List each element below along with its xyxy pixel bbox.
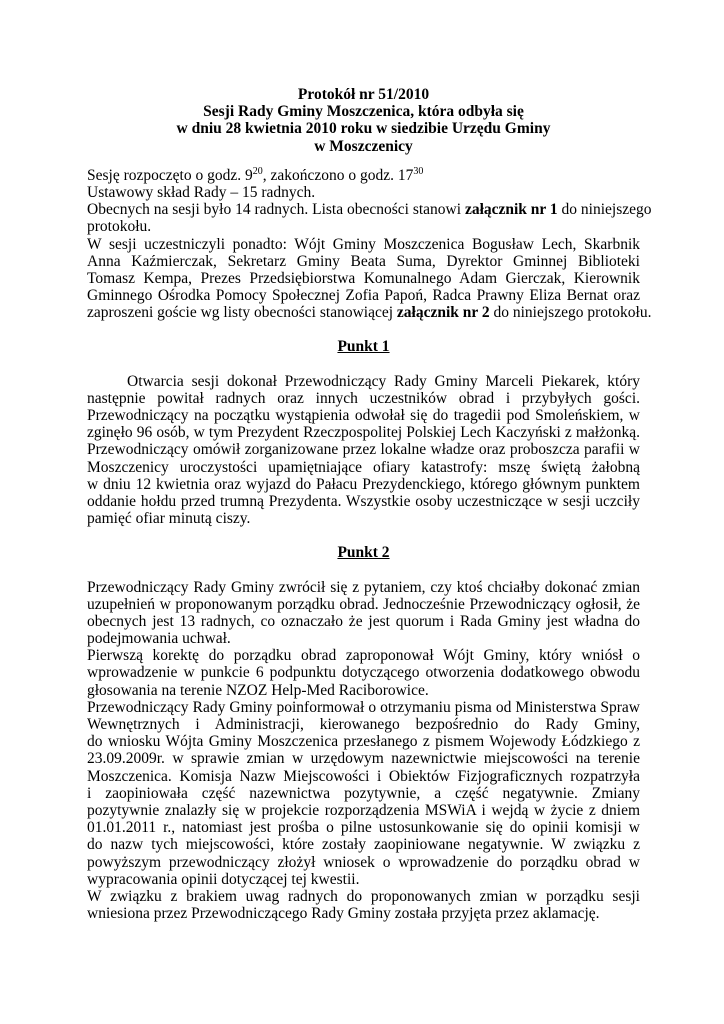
punkt-2-paragraphs [87, 579, 640, 923]
attendees-line-4: Gminnego Ośrodka Pomocy Społecznej Zofia Papoń, Radca Prawny Eliza Bernat oraz [87, 287, 640, 305]
title-line-1: Protokół nr 51/2010 [297, 86, 430, 103]
punkt-2-line: i zaopiniowała część nazewnictwa pozytywnie, a część negatywnie. Zmiany [87, 784, 640, 802]
session-times [87, 167, 640, 184]
document-title [87, 86, 640, 155]
end-time-minutes: 30 [413, 165, 424, 177]
attendees-text: zaproszeni goście wg listy obecności stanowiącej [87, 304, 397, 322]
punkt-2-line: do nazw tych miejscowości, które zostały zaopiniowane negatywnie. W związku z [87, 836, 640, 854]
punkt-2-line: Pierwszą korektę do porządku obrad zaproponował Wójt Gminy, który wniósł o [87, 647, 640, 665]
punkt-2-line: Wewnętrznych i Administracji, kierowanego bezpośrednio do Rady Gminy, [87, 716, 640, 733]
attendance-line-cont: protokołu. [87, 218, 152, 236]
punkt-1-line: pamięć ofiar minutą ciszy. [87, 510, 251, 528]
end-time-text: , zakończono o godz. 17 [262, 166, 414, 184]
document-body [87, 86, 652, 923]
attendance-text-end: do niniejszego [557, 201, 652, 219]
punkt-1-line: zginęło 96 osób, w tym Prezydent Rzeczpospolitej Polskiej Lech Kaczyński z małżonką. [87, 424, 640, 442]
punkt-2-line: Moszczenica. Komisja Nazw Miejscowości i Obiektów Fizjograficznych rozpatrzyła [87, 767, 640, 785]
section-heading-punkt-1: Punkt 1 [337, 338, 390, 356]
title-line-2: Sesji Rady Gminy Moszczenica, która odbyła się [203, 103, 524, 121]
attendees-line-1: W sesji uczestniczyli ponadto: Wójt Gminy Moszczenica Bogusław Lech, Skarbnik [87, 235, 640, 253]
attendees-line-5 [87, 304, 652, 322]
section-heading-punkt-2: Punkt 2 [337, 544, 390, 562]
attendees-line-3: Tomasz Kempa, Prezes Przedsiębiorstwa Komunalnego Adam Gierczak, Kierownik [87, 269, 640, 287]
punkt-2-line: obecnych jest 13 radnych, co oznaczało że jest quorum i Rada Gminy jest władna do [87, 612, 640, 630]
punkt-2-line: Przewodniczący Rady Gminy poinformował o otrzymaniu pisma od Ministerstwa Spraw [87, 698, 640, 716]
punkt-1-line: Przewodniczący omówił zorganizowane przez lokalne władze oraz proboszcza parafii w [87, 441, 640, 459]
punkt-1-line: Przewodniczący na początku wystąpienia odwołał się do tragedii pod Smoleńskiem, w [87, 407, 640, 424]
punkt-2-line: podejmowania uchwał. [87, 630, 231, 648]
punkt-2-line: wprowadzenie w punkcie 6 podpunktu dotyczącego otworzenia dodatkowego obwodu [87, 664, 640, 682]
start-time-minutes: 20 [252, 165, 263, 177]
punkt-2-line: powyższym przewodniczący złożył wniosek o wprowadzenie do porządku obrad w [87, 853, 640, 871]
punkt-1-line: Moszczenicy uroczystości upamiętniające ofiary katastrofy: mszę świętą żałobną [87, 458, 640, 476]
punkt-1-line: oddanie hołdu przed trumną Prezydenta. Wszystkie osoby uczestniczące w sesji uczciły [87, 492, 640, 510]
punkt-1-line: w dniu 12 kwietnia oraz wyjazd do Pałacu Prezydenckiego, którego głównym punktem [87, 475, 640, 493]
punkt-2-line: W związku z brakiem uwag radnych do proponowanych zmian w porządku sesji [87, 887, 640, 905]
punkt-2-line: 01.01.2011 r., natomiast jest prośba o pilne ustosunkowanie się do opinii komisji w [87, 819, 640, 837]
start-time-text: Sesję rozpoczęto o godz. 9 [87, 166, 253, 184]
punkt-2-line: Przewodniczący Rady Gminy zwrócił się z pytaniem, czy ktoś chciałby dokonać zmian [87, 578, 640, 596]
punkt-1-line: następnie powitał radnych oraz innych uczestników obrad i przybyłych gości. [87, 389, 640, 407]
punkt-2-line: głosowania na terenie NZOZ Help-Med Raciborowice. [87, 681, 429, 699]
punkt-2-line: wypracowania opinii dotyczącej tej kwestii. [87, 870, 360, 888]
punkt-1-line: Otwarcia sesji dokonał Przewodniczący Rady Gminy Marceli Piekarek, który [127, 372, 640, 390]
punkt-2-line: 23.09.2009r. w sprawie zmian w urzędowym nazewnictwie miejscowości na terenie [87, 750, 640, 768]
punkt-2-line: wniesiona przez Przewodniczącego Rady Gminy została przyjęta przez aklamację. [87, 905, 600, 923]
punkt-2-line: uzupełnień w proponowanym porządku obrad. Jednocześnie Przewodniczący ogłosił, że [87, 595, 640, 613]
attendees-text-end: do niniejszego protokołu. [489, 304, 652, 322]
attachment-1-ref: załącznik nr 1 [464, 201, 558, 219]
punkt-1-paragraph [87, 373, 640, 528]
attendees-line-2: Anna Kaźmierczak, Sekretarz Gminy Beata Suma, Dyrektor Gminnej Biblioteki [87, 252, 640, 270]
punkt-2-line: pozytywnie znalazły się w projekcie rozporządzenia MSWiA i wejdą w życie z dniem [87, 801, 640, 819]
title-line-3: w dniu 28 kwietnia 2010 roku w siedzibie Urzędu Gminy [176, 120, 551, 138]
title-line-4: w Moszczenicy [314, 137, 413, 155]
council-composition: Ustawowy skład Rady – 15 radnych. [87, 183, 316, 201]
attachment-2-ref: załącznik nr 2 [396, 304, 490, 322]
attendance-text: Obecnych na sesji było 14 radnych. Lista obecności stanowi [87, 201, 465, 219]
attendance-line [87, 201, 652, 219]
punkt-2-line: do wniosku Wójta Gminy Moszczenica przesłanego z pismem Wojewody Łódzkiego z [87, 733, 640, 751]
